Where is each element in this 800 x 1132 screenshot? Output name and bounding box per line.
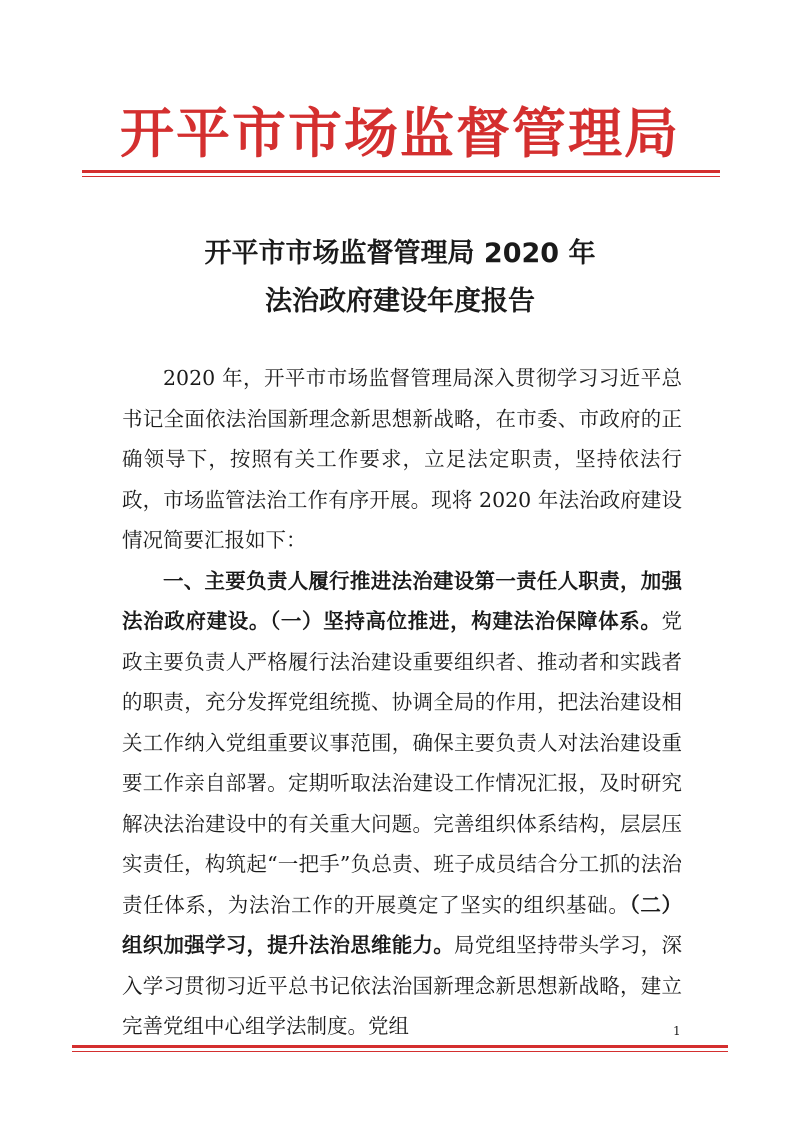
- footer-rule-thin: [72, 1051, 728, 1052]
- section-paragraph: [122, 561, 682, 1047]
- section-heading: 一、主要负责人履行推进法治建设第一责任人职责，加强法治政府建设。: [122, 568, 682, 633]
- page-number: 1: [673, 1024, 681, 1038]
- intro-paragraph: 2020 年，开平市市场监督管理局深入贯彻学习习近平总书记全面依法治国新理念新思想新战略，在市委、市政府的正确领导下，按照有关工作要求，立足法定职责，坚持依法行政，市场监管法治工作有序开展。现将 2020 年法治政府建设情况简要汇报如下：: [122, 366, 682, 552]
- red-rule-thin: [82, 176, 720, 177]
- report-body: [122, 358, 682, 1047]
- subsection-text-2: 局党组坚持带头学习，深入学习贯彻习近平总书记依法治国新理念新思想新战略，建立完善党组中心组学法制度。党组: [122, 933, 682, 1038]
- letterhead-title: 开平市市场监督管理局: [120, 101, 680, 165]
- red-rule-thick: [82, 170, 720, 173]
- report-title-line1: 开平市市场监督管理局 2020 年: [204, 238, 596, 269]
- footer-rule-thick: [72, 1045, 728, 1048]
- subsection-heading-1: （一）坚持高位推进，构建法治保障体系。: [270, 609, 662, 633]
- report-title-line2: 法治政府建设年度报告: [265, 286, 535, 317]
- subsection-text-1: 党政主要负责人严格履行法治建设重要组织者、推动者和实践者的职责，充分发挥党组统揽、协调全局的作用，把法治建设相关工作纳入党组重要议事范围，确保主要负责人对法治建设重要工作亲自部署。定期听取法治建设工作情况汇报，及时研究解决法治建设中的有关重大问题。完善组织体系结构，层层压实责任，构筑起“一把手”负总责、班子成员结合分工抓的法治责任体系，为法治工作的开展奠定了坚实的组织基础。: [122, 609, 683, 917]
- subsection-heading-2: （二）组织加强学习，提升法治思维能力。: [122, 892, 683, 957]
